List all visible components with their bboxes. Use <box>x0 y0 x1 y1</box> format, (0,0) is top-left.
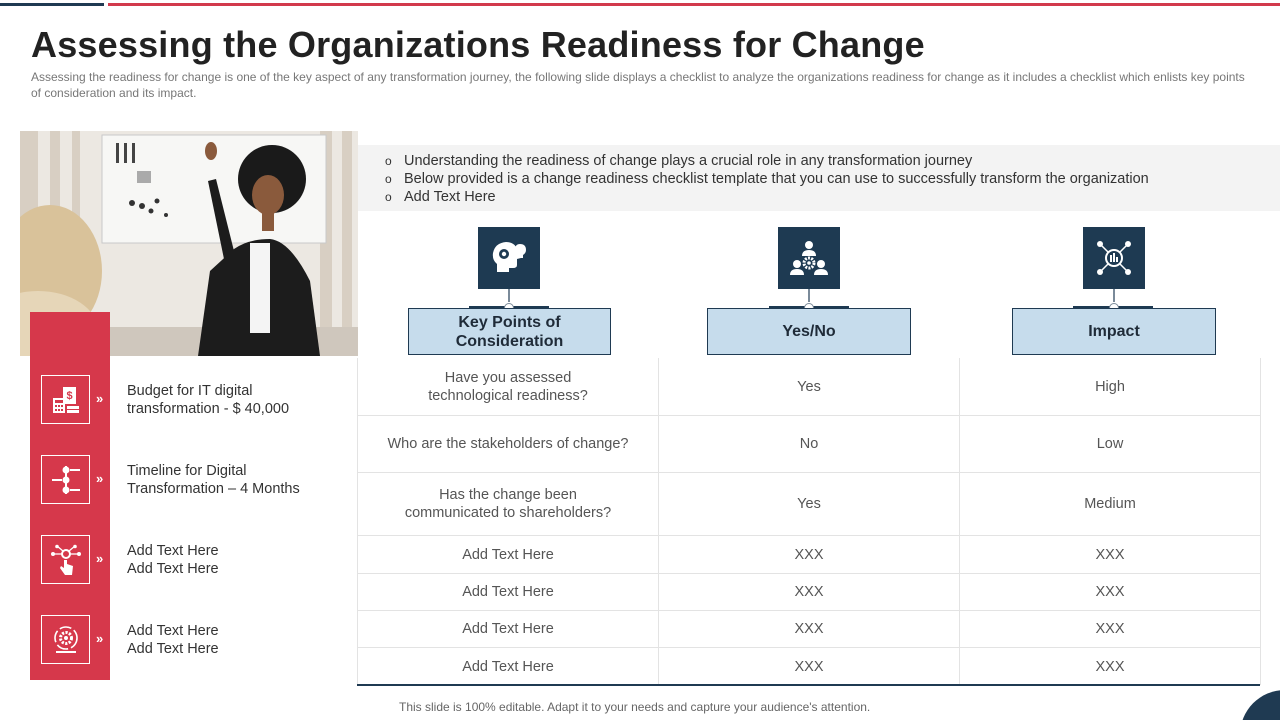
table-row <box>358 416 1261 473</box>
table-cell: Low <box>960 416 1261 472</box>
table-cell: Add Text Here <box>358 574 659 610</box>
chevron-right-icon: » <box>96 471 104 486</box>
table-cell: XXX <box>960 574 1261 610</box>
table-row <box>358 473 1261 536</box>
bullet-item <box>385 188 1280 206</box>
timeline-icon <box>41 455 90 504</box>
slide-subtitle: Assessing the readiness for change is one of the key aspect of any transformation journey, the following slide displays a checklist to analyze the organizations readiness for change as it includes a checklist which enlists key points of consideration and its impact. <box>31 70 1245 100</box>
table-bottom-rule <box>357 684 1260 686</box>
connector-line <box>1113 289 1115 302</box>
bullet-text: Add Text Here <box>404 189 496 205</box>
left-item-line: Budget for IT digital <box>127 383 253 399</box>
table-cell: Yes <box>659 473 960 535</box>
table-cell: XXX <box>659 574 960 610</box>
left-item-line: Add Text Here <box>127 623 219 639</box>
table-cell: Medium <box>960 473 1261 535</box>
top-accent-bar-red <box>108 3 1280 6</box>
table-cell: High <box>960 358 1261 415</box>
chevron-right-icon: » <box>96 551 104 566</box>
left-item-line: transformation - $ 40,000 <box>127 401 290 417</box>
chevron-right-icon: » <box>96 391 104 406</box>
left-item-line: Transformation – 4 Months <box>127 481 300 497</box>
budget-calculator-icon <box>41 375 90 424</box>
head-gear-bulb-icon <box>478 227 540 289</box>
bullet-circle-icon: o <box>385 190 392 204</box>
table-cell: Add Text Here <box>358 536 659 573</box>
table-row <box>358 358 1261 416</box>
bullet-item <box>385 170 1280 188</box>
svg-text:$: $ <box>65 389 73 402</box>
table-cell: XXX <box>659 648 960 685</box>
table-cell: XXX <box>659 611 960 647</box>
team-gear-icon <box>778 227 840 289</box>
intro-bullets <box>358 145 1280 211</box>
table-row <box>358 536 1261 574</box>
left-item-text <box>127 462 300 498</box>
table-cell: XXX <box>960 536 1261 573</box>
dollar-network-icon <box>1083 227 1145 289</box>
table-cell: No <box>659 416 960 472</box>
touch-network-icon <box>41 535 90 584</box>
table-row <box>358 574 1261 611</box>
left-item-line: Add Text Here <box>127 641 219 657</box>
table-cell: XXX <box>659 536 960 573</box>
bullet-item <box>385 152 1280 170</box>
connector-line <box>808 289 810 302</box>
left-item-text <box>127 622 219 658</box>
footer-note: This slide is 100% editable. Adapt it to your needs and capture your audience's attention. <box>399 700 871 714</box>
table-cell: Have you assessed technological readiness? <box>358 358 659 415</box>
left-item-line: Timeline for Digital <box>127 463 247 479</box>
left-item-text <box>127 382 289 418</box>
left-item-text <box>127 542 219 578</box>
column-header-yes-no: Yes/No <box>707 308 911 355</box>
left-item-line: Add Text Here <box>127 561 219 577</box>
table-cell: Has the change been communicated to shareholders? <box>358 473 659 535</box>
chevron-right-icon: » <box>96 631 104 646</box>
readiness-checklist-table <box>357 358 1261 685</box>
left-item-line: Add Text Here <box>127 543 219 559</box>
table-cell: Yes <box>659 358 960 415</box>
gear-cycle-icon <box>41 615 90 664</box>
bullet-circle-icon: o <box>385 154 392 168</box>
table-row <box>358 611 1261 648</box>
bullet-text: Below provided is a change readiness checklist template that you can use to successfully transform the organization <box>404 171 1149 187</box>
table-cell: Add Text Here <box>358 611 659 647</box>
table-cell: Who are the stakeholders of change? <box>358 416 659 472</box>
slide-title: Assessing the Organizations Readiness for Change <box>31 24 925 65</box>
top-accent-bar-dark <box>0 3 104 6</box>
column-header-key-points: Key Points of Consideration <box>408 308 611 355</box>
column-header-impact: Impact <box>1012 308 1216 355</box>
connector-line <box>508 289 510 302</box>
corner-decoration <box>1240 690 1280 720</box>
table-cell: Add Text Here <box>358 648 659 685</box>
table-cell: XXX <box>960 611 1261 647</box>
bullet-circle-icon: o <box>385 172 392 186</box>
table-cell: XXX <box>960 648 1261 685</box>
table-row <box>358 648 1261 685</box>
bullet-text: Understanding the readiness of change plays a crucial role in any transformation journey <box>404 153 973 169</box>
